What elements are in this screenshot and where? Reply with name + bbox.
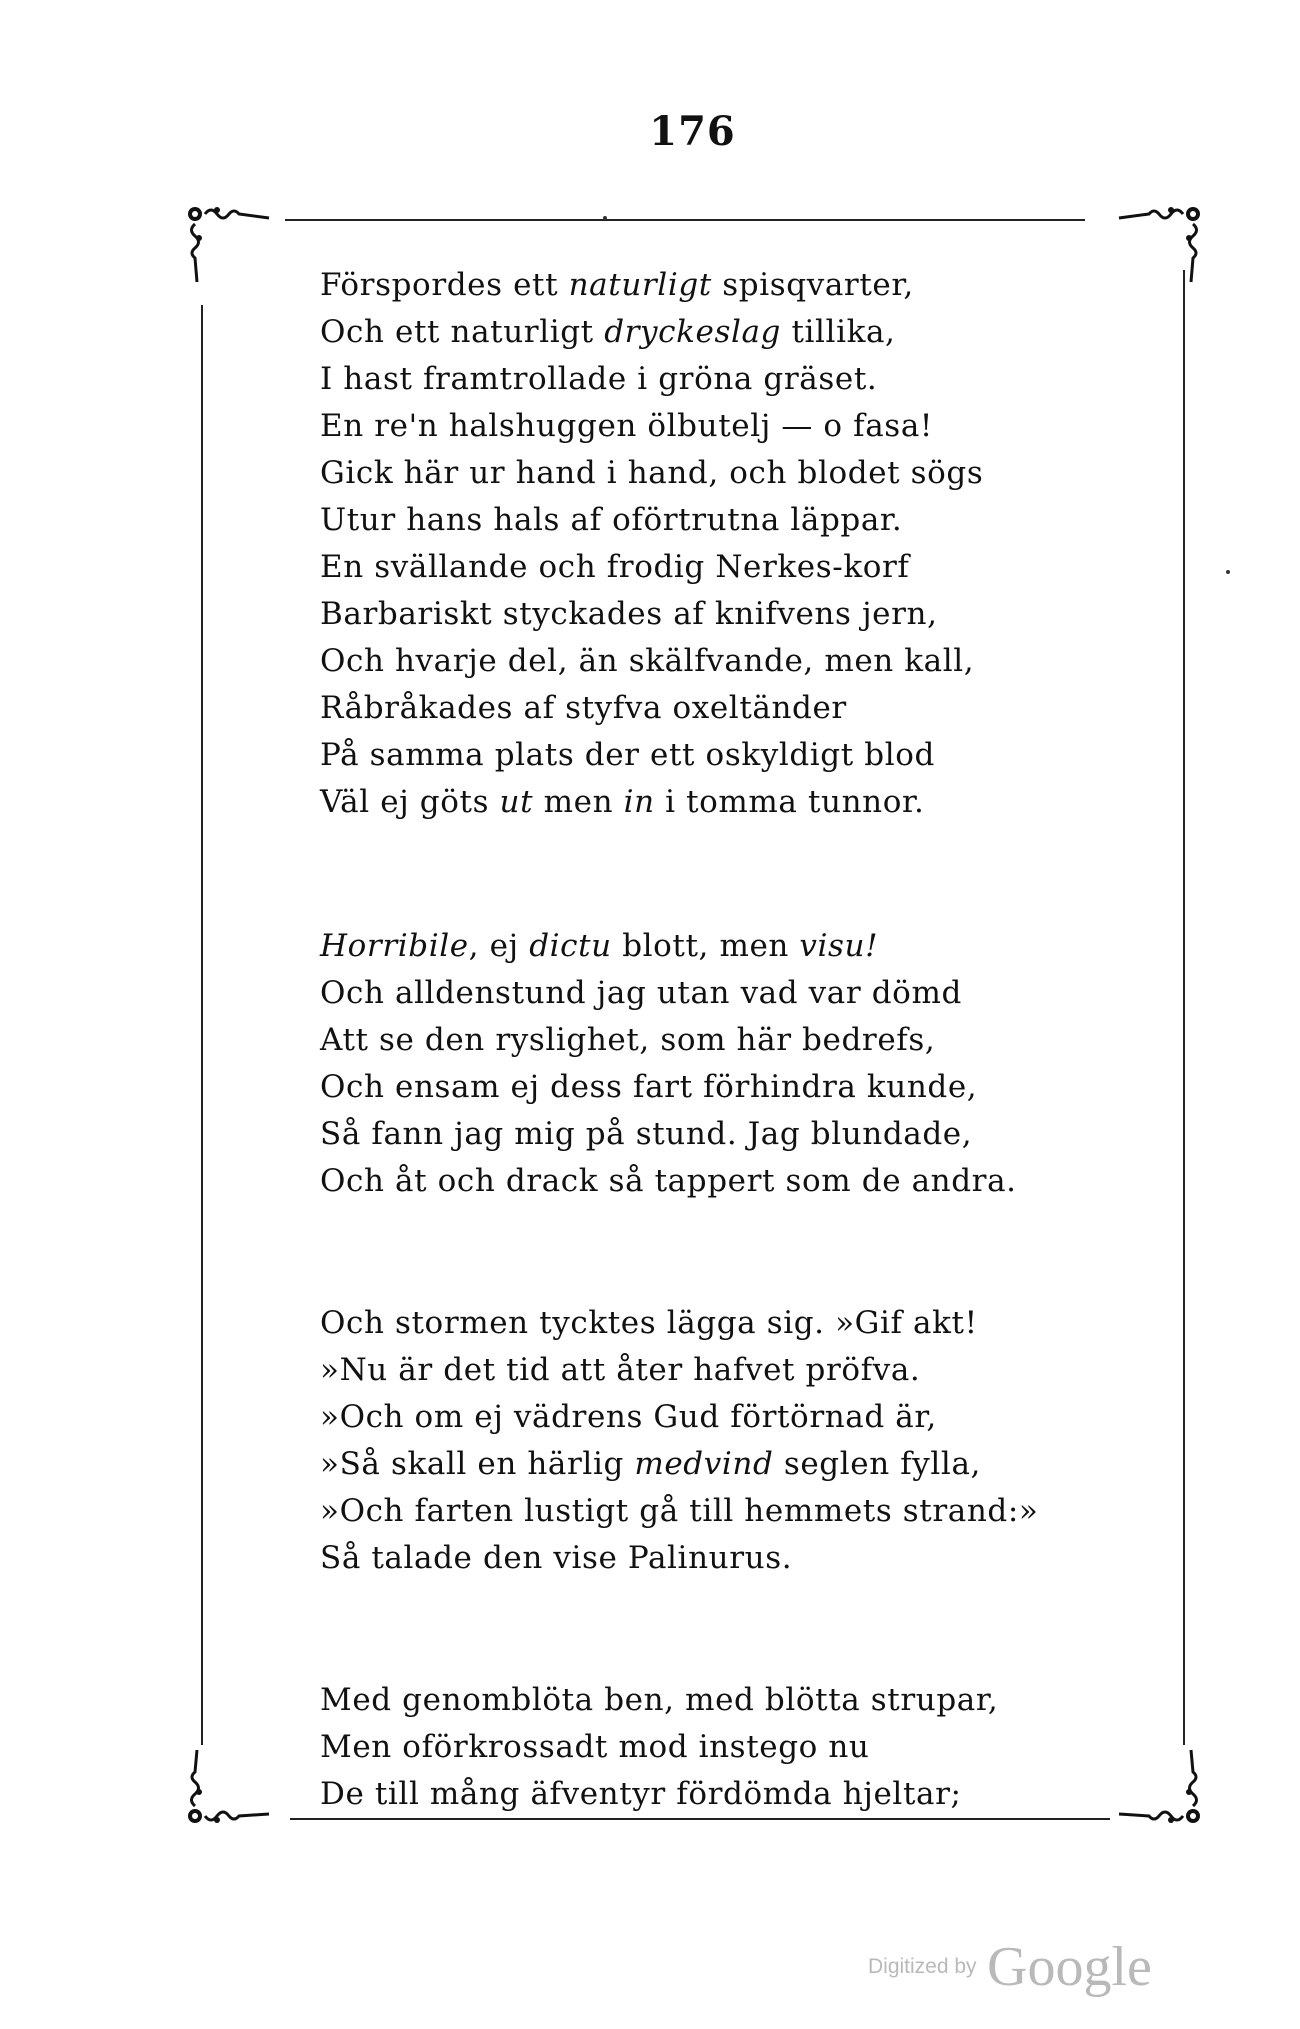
poem-line [320,1158,1080,1205]
poem-line [320,1441,1080,1488]
poem-line [320,1488,1080,1535]
italic-word: ut [499,784,534,820]
line-text: Barbariskt styckades af knifvens jern, [320,596,938,632]
poem-line [320,732,1080,779]
poem-line [320,1535,1080,1582]
poem-line [320,923,1080,970]
floral-corner-icon [1095,1740,1205,1830]
line-text: Med genomblöta ben, med blötta strupar, [320,1682,999,1718]
line-text: Så talade den vise Palinurus. [320,1540,793,1576]
frame-left-line [201,305,203,1745]
line-text: Förspordes ett [320,267,569,303]
poem [320,262,1080,1818]
italic-word: in [623,784,655,820]
poem-line [320,262,1080,309]
line-text: Och alldenstund jag utan vad var dömd [320,975,962,1011]
line-text: Och hvarje del, än skälfvande, men kall, [320,643,975,679]
stanza-gap [320,826,1080,923]
line-text: Och stormen tycktes lägga sig. »Gif akt! [320,1305,978,1341]
page-number: 176 [649,108,736,155]
frame-bottom-line [290,1818,1110,1820]
line-text: »Så skall en härlig [320,1446,635,1482]
line-text: i tomma tunnor. [654,784,925,820]
poem-line [320,1064,1080,1111]
italic-word: dictu [529,928,612,964]
line-text: Utur hans hals af oförtrutna läppar. [320,502,903,538]
line-text: tillika, [781,314,896,350]
line-text: Men oförkrossadt mod instego nu [320,1729,870,1765]
stanza [320,1300,1080,1582]
poem-line [320,685,1080,732]
poem-line [320,638,1080,685]
stanza [320,923,1080,1205]
line-text: Och åt och drack så tappert som de andra. [320,1163,1017,1199]
line-text: I hast framtrollade i gröna gräset. [320,361,878,397]
poem-line [320,1724,1080,1771]
line-text: seglen fylla, [773,1446,981,1482]
stanza [320,262,1080,826]
line-text: blott, men [611,928,800,964]
italic-word: Horribile [320,928,469,964]
line-text: »Och farten lustigt gå till hemmets strand:» [320,1493,1039,1529]
line-text: En re'n halshuggen ölbutelj — o fasa! [320,408,933,444]
poem-line [320,309,1080,356]
line-text: Gick här ur hand i hand, och blodet sögs [320,455,984,491]
italic-word: naturligt [568,267,712,303]
line-text: spisqvarter, [711,267,914,303]
italic-word: visu! [799,928,879,964]
poem-line [320,544,1080,591]
poem-line [320,1677,1080,1724]
line-text: , ej [468,928,530,964]
line-text: Och ensam ej dess fart förhindra kunde, [320,1069,978,1105]
scan-speck [603,216,607,220]
line-text: De till mång äfventyr fördömda hjeltar; [320,1776,962,1812]
line-text: En svällande och frodig Nerkes-korf [320,549,910,585]
watermark-prefix: Digitized by [868,1955,977,1978]
poem-line [320,1017,1080,1064]
poem-line [320,450,1080,497]
watermark [868,1935,1152,1999]
poem-line [320,1347,1080,1394]
scan-speck [1226,570,1230,574]
line-text: Att se den ryslighet, som här bedrefs, [320,1022,936,1058]
stanza [320,1677,1080,1818]
line-text: På samma plats der ett oskyldigt blod [320,737,935,773]
poem-line [320,970,1080,1017]
line-text: Så fann jag mig på stund. Jag blundade, [320,1116,973,1152]
floral-corner-icon [1095,198,1205,288]
poem-line [320,356,1080,403]
line-text: men [533,784,624,820]
poem-line [320,779,1080,826]
poem-line [320,1771,1080,1818]
line-text: »Och om ej vädrens Gud förtörnad är, [320,1399,937,1435]
poem-line [320,1111,1080,1158]
stanza-gap [320,1582,1080,1677]
poem-line [320,1300,1080,1347]
poem-line [320,497,1080,544]
frame-top-line [285,219,1085,221]
line-text: Och ett naturligt [320,314,605,350]
poem-line [320,1394,1080,1441]
poem-line [320,403,1080,450]
italic-word: dryckeslag [604,314,782,350]
floral-corner-icon [183,198,293,288]
poem-line [320,591,1080,638]
floral-corner-icon [183,1740,293,1830]
stanza-gap [320,1205,1080,1300]
italic-word: medvind [634,1446,774,1482]
line-text: »Nu är det tid att åter hafvet pröfva. [320,1352,921,1388]
frame-right-line [1183,270,1185,1745]
line-text: Väl ej göts [320,784,500,820]
line-text: Råbråkades af styfva oxeltänder [320,690,847,726]
watermark-brand: Google [987,1936,1152,1998]
